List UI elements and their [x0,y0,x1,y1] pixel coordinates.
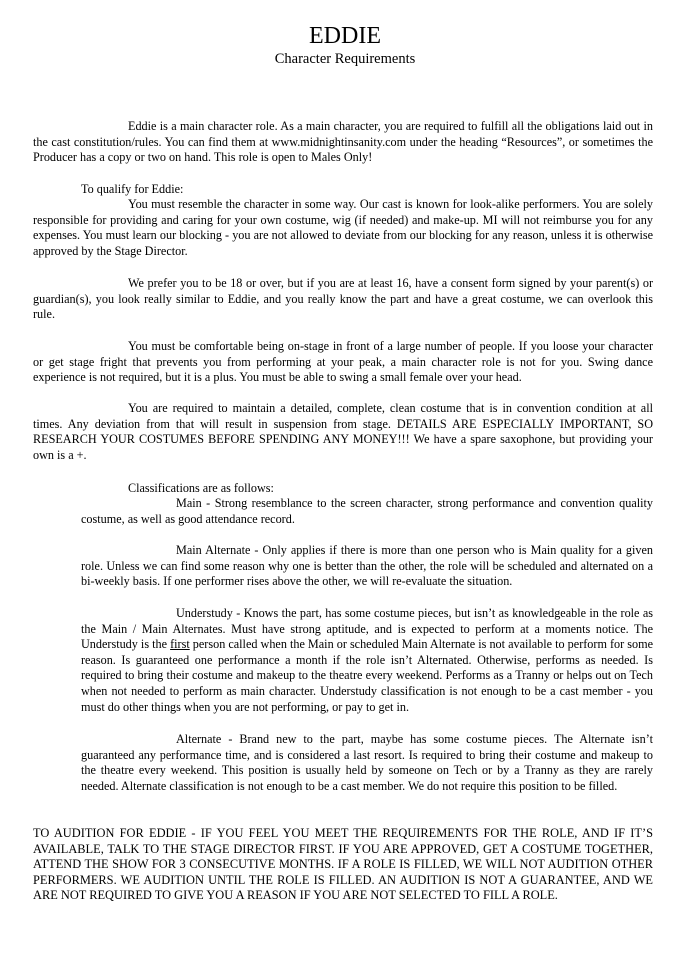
intro-paragraph [33,119,653,166]
qualify-text-4: You are required to maintain a detailed, complete, clean costume that is in convention condition at all times. Any deviation from that will result in suspension from stage. DETAILS ARE ESPECIALLY IMPORTANT, SO RESEARCH YOUR COSTUMES BEFORE SPENDING ANY MONEY!!! We have a spare saxophone, but providing your own is a +. [33,401,653,462]
intro-text: Eddie is a main character role. As a main character, you are required to fulfill all the obligations laid out in the cast constitution/rules. You can find them at www.midnightinsanity.com under the heading “Resources”, or sometimes the Producer has a copy or two on hand. This role is open to Males Only! [33,119,653,165]
classifications-label: Classifications are as follows: [128,481,274,495]
classification-understudy-text-a: Understudy - Knows the part, has some costume pieces, but isn’t as knowledgeable in the role as the Main / Main Alternates. Must have strong aptitude, and is expected to perform at a moments notice. The Understudy is the [81,606,653,652]
qualify-paragraph-1 [33,197,653,259]
classification-understudy [81,606,653,715]
qualify-paragraph-4 [33,401,653,463]
classification-main [81,496,653,527]
qualify-paragraph-3 [33,339,653,386]
understudy-emphasis: first [170,637,190,652]
classification-understudy-text-b: person called when the Main or scheduled Main Alternate is not available to perform for some reason. Is guaranteed one performance a month if the role isn’t Alternated. Otherwise, performs as needed. Is required to bring their costume and makeup to the theatre every weekend. Performs as a Tranny or helps out on Tech when not needed to perform as main character. Understudy classification is not enough to be a cast member - you must do other things when you are not performing, or pay to get in. [81,637,654,714]
audition-instructions: TO AUDITION FOR EDDIE - IF YOU FEEL YOU MEET THE REQUIREMENTS FOR THE ROLE, AND IF IT’S AVAILABLE, TALK TO THE STAGE DIRECTOR FIRST. IF YOU ARE APPROVED, GET A COSTUME TOGETHER, ATTEND THE SHOW FOR 3 CONSECUTIVE MONTHS. IF A ROLE IS FILLED, WE WILL NOT AUDITION OTHER PERFORMERS. WE AUDITION UNTIL THE ROLE IS FILLED. AN AUDITION IS NOT A GUARANTEE, AND WE ARE NOT REQUIRED TO GIVE YOU A REASON IF YOU ARE NOT SELECTED TO FILL A ROLE. [33,826,653,903]
classification-main-alternate-text: Main Alternate - Only applies if there is more than one person who is Main quality for a given role. Unless we can find some reason why one is better than the other, the role will be scheduled and alternated on a bi-weekly basis. If one performer rises above the other, we will re-evaluate the situation. [81,543,653,589]
classification-main-text: Main - Strong resemblance to the screen character, strong performance and convention quality costume, as well as good attendance record. [81,496,653,526]
qualify-label: To qualify for Eddie: [81,182,184,196]
page-subtitle: Character Requirements [274,51,416,67]
qualify-paragraph-2 [33,276,653,323]
qualify-text-1: You must resemble the character in some way. Our cast is known for look-alike performers. You are solely responsible for providing and caring for your own costume, wig (if needed) and make-up. MI will not reimburse you for any expenses. You must learn our blocking - you are not allowed to deviate from our blocking for any reason, unless it is otherwise approved by the Stage Director. [33,197,653,258]
classification-alternate [81,732,653,794]
classification-alternate-text: Alternate - Brand new to the part, maybe has some costume pieces. The Alternate isn’t guaranteed any performance time, and is considered a last resort. Is required to bring their costume and makeup to the theatre every weekend. This position is usually held by someone on Tech or by a Tranny as they are rarely needed. Alternate classification is not enough to be a cast member. We do not require this position to be filled. [81,732,653,793]
qualify-text-3: You must be comfortable being on-stage in front of a large number of people. If you loose your character or get stage fright that prevents you from performing at your peak, a main character role is not for you. Swing dance experience is not required, but it is a plus. You must be able to swing a small female over your head. [33,339,653,385]
classification-main-alternate [81,543,653,590]
qualify-text-2: We prefer you to be 18 or over, but if you are at least 16, have a consent form signed by your parent(s) or guardian(s), you look really similar to Eddie, and you really know the part and have a great costume, we can overlook this rule. [33,276,653,322]
page-title: EDDIE [309,23,381,49]
